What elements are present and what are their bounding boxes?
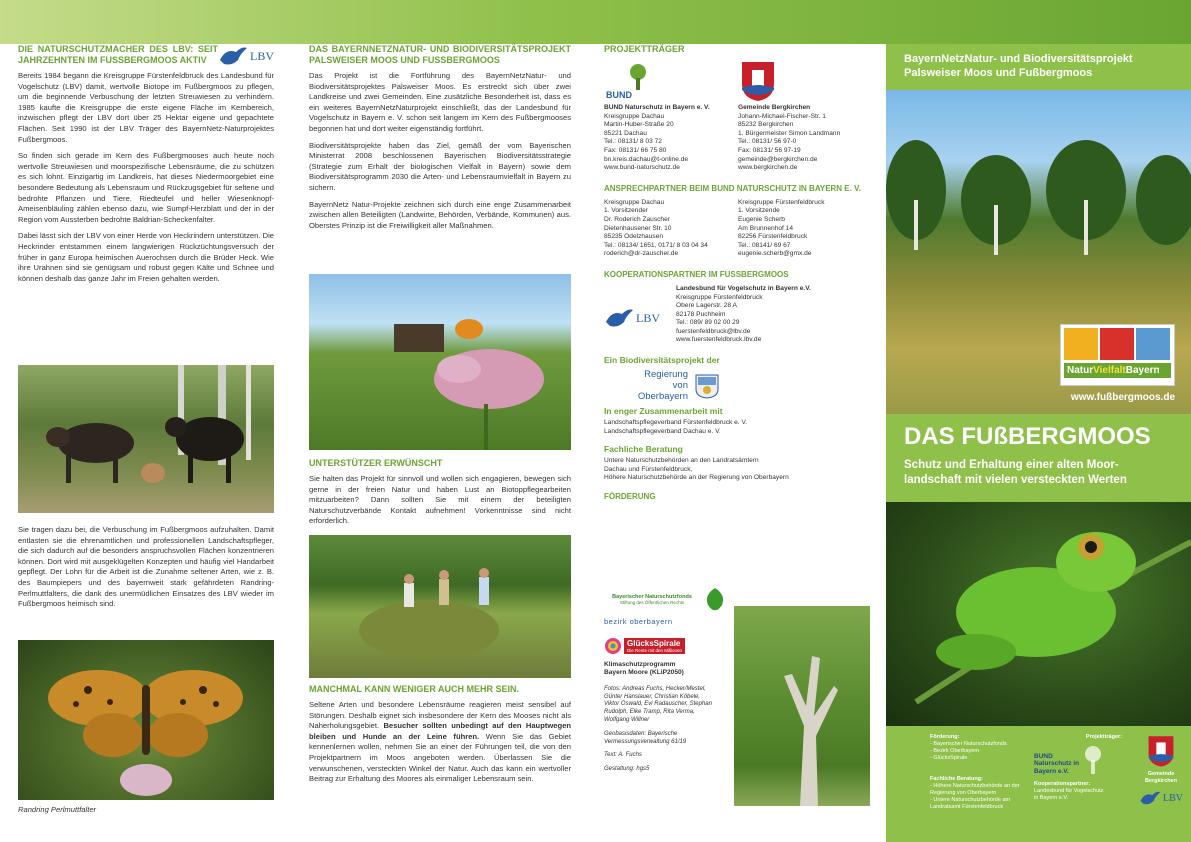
footer-fach-line-2: Regierung von Oberbayern xyxy=(930,790,997,796)
footer-fach-line-4: Landratsamt Fürstenfeldbruck xyxy=(930,804,1004,810)
gluecksspirale-name: GlücksSpirale xyxy=(627,638,681,648)
footer-bund-text: BUND Naturschutz in Bayern e.V. xyxy=(1034,752,1080,775)
contact-ffb-line-5: 82256 Fürstenfeldbruck xyxy=(738,233,808,241)
gemeinde-line-3: 1. Bürgermeister Simon Landmann xyxy=(738,129,841,137)
cover-header-line-1: BayernNetzNatur- und Biodiversitätsprojekt xyxy=(904,53,1133,65)
fach-heading: Fachliche Beratung xyxy=(604,444,683,455)
enger-line-1: Landschaftspflegeverband Fürstenfeldbruck e. V. xyxy=(604,419,748,427)
bund-line-6: bn.kreis.dachau@t-online.de xyxy=(604,155,689,163)
design-credit: Gestaltung: hgs5 xyxy=(604,766,650,773)
footer-gemeinde-text: Gemeinde Bergkirchen xyxy=(1144,771,1178,784)
regierung-logo-text: Regierung von Oberbayern xyxy=(637,369,688,403)
tree-icon xyxy=(604,60,664,104)
footer-fach-line-3: - Untere Naturschutzbehörde am xyxy=(930,797,1011,803)
contact-dachau-line-2: 1. Vorsitzender xyxy=(604,207,648,215)
fach-line-1: Untere Naturschutzbehörden an den Landratsämtern xyxy=(604,457,759,465)
foerderung-heading: FÖRDERUNG xyxy=(604,492,656,502)
naturfonds-sub: Stiftung des Öffentlichen Rechts xyxy=(619,599,685,605)
contact-dachau xyxy=(604,199,730,259)
bund-logo xyxy=(604,60,730,104)
footer-koop-line-2: in Bayern e.V. xyxy=(1034,795,1069,801)
regierung-logo xyxy=(628,369,866,402)
contact-ffb-line-1: Kreisgruppe Fürstenfeldbruck xyxy=(738,198,825,206)
svg-text:BUND: BUND xyxy=(606,90,632,100)
crest-icon xyxy=(1147,734,1175,768)
credits-line-4: Rudolph, Elke Tramp, Rita Verma, xyxy=(604,709,695,716)
bund-block xyxy=(604,60,730,173)
koop-lbv-line-4: Tel.: 089/ 89 02 00 29 xyxy=(676,319,740,327)
meadow-flowers-photo xyxy=(309,274,571,450)
project-paragraph-2: Biodiversitätsprojekte haben das Ziel, gemäß der vom Bayerischen Ministerrat 2008 beschlossenen Bayerischen Biodiversitätsstrategie (Strategie zum Erhalt der biologischen Vielfalt in Bayern) sowie dem Biodiversitätsprogramm 2030 die Arten- und Lebensraumvielfalt in Bayern zu sichern. xyxy=(309,140,571,192)
biodiv-heading: Ein Biodiversitätsprojekt der xyxy=(604,355,720,366)
bird-icon xyxy=(218,44,248,68)
bund-line-4: Tel.: 08131/ 8 03 72 xyxy=(604,138,662,146)
project-paragraph-3: BayernNetz Natur-Projekte zeichnen sich durch eine enge Zusammenarbeit zwischen allen Beteiligten (Landwirte, Behörden, Verbände, Kommunen) aus. Oberstes Prinzip ist die Freiwilligkeit aller Maßnahmen. xyxy=(309,199,571,230)
website-url[interactable]: www.fußbergmoos.de xyxy=(1070,392,1175,403)
gluecksspirale-logo xyxy=(604,637,732,655)
column-lbv-continued xyxy=(18,525,274,616)
dragonfly-icon xyxy=(1100,328,1134,360)
klima-line-2: Bayern Moore (KLiP2050) xyxy=(604,669,684,677)
cover-footer xyxy=(886,726,1191,842)
naturvielfalt-icons xyxy=(1061,325,1174,363)
koop-lbv-name: Landesbund für Vogelschutz in Bayern e.V. xyxy=(676,284,811,292)
lbv-heading: DIE NATURSCHUTZMACHER DES LBV: SEIT JAHRZEHNTEN IM FUSSBERGMOOS AKTIV xyxy=(18,44,218,65)
footer-bund-logo xyxy=(1034,745,1122,775)
naturvielfalt-word-1: Natur xyxy=(1067,365,1094,376)
geo-line-2: Vermessungsverwaltung 61/19 xyxy=(604,738,687,745)
foerderung-logos xyxy=(604,586,732,774)
naturfonds-name: Bayerischer Naturschutzfonds xyxy=(612,593,692,600)
less-is-more-text-bold: Besucher sollten unbedingt auf den Hauptwegen bleiben und Hunde an der Leine führen. xyxy=(309,721,571,741)
column-support xyxy=(309,458,571,533)
column-partners xyxy=(604,44,866,507)
lbv-paragraph-2: So finden sich gerade im Kern des Fußbergmooses auch heute noch wertvolle Streuwiesen und moorspezifische Lebensräume, die zu schützen es sich lohnt. Einzigartig im Landkreis, hat dieses Niedermoorgebiet eine besondere Bedeutung als Lebensraum und Rückzugsgebiet für seltene und bedrohte Pflanzen und Tiere. Riedteufel und heller Wiesenknopf-Ameisenbläuling zählen ebenso dazu, wie Sumpf-Herzblatt und der in der Region vom Aussterben bedrohte Baldrian-Scheckenfalter. xyxy=(18,151,274,224)
contact-dachau-line-7: roderich@dr-zauscher.de xyxy=(604,250,679,258)
contact-ffb-line-4: Am Brunnenhof 14 xyxy=(738,224,794,232)
contact-dachau-line-3: Dr. Roderich Zauscher xyxy=(604,215,670,223)
gemeinde-line-7: www.bergkirchen.de xyxy=(738,164,798,172)
column-lbv xyxy=(18,44,274,290)
traeger-heading: PROJEKTTRÄGER xyxy=(604,44,685,54)
less-is-more-heading: MANCHMAL KANN WENIGER AUCH MEHR SEIN. xyxy=(309,684,519,694)
tree-frog-photo xyxy=(886,502,1191,726)
tree-icon xyxy=(1082,745,1104,775)
photo-credits xyxy=(604,686,732,774)
contact-ffb-line-7: eugenie.scherb@gmx.de xyxy=(738,250,812,258)
bezirk-logo: bezirk oberbayern xyxy=(604,617,673,626)
bund-line-1: Kreisgruppe Dachau xyxy=(604,112,665,120)
cover-title: DAS FUßBERGMOOS xyxy=(904,423,1151,450)
butterfly-photo xyxy=(18,640,274,800)
project-heading: DAS BAYERNNETZNATUR- UND BIODIVERSITÄTSPROJEKT PALSWEISER MOOS UND FUSSBERGMOOS xyxy=(309,44,571,65)
cover-header xyxy=(886,44,1191,90)
credits-line-3: Viktor Oswald, Evi Radauscher, Stephan xyxy=(604,701,712,708)
less-is-more-paragraph xyxy=(309,700,571,785)
contact-dachau-line-5: 85235 Odelzhausen xyxy=(604,233,664,241)
gemeinde-line-2: 85232 Bergkirchen xyxy=(738,121,794,129)
text-credit: Text: A. Fuchs xyxy=(604,752,642,759)
naturvielfalt-word-3: Bayern xyxy=(1125,365,1160,376)
naturvielfalt-logo xyxy=(1060,324,1175,386)
gemeinde-line-4: Tel.: 08131/ 56 97-0 xyxy=(738,138,797,146)
less-is-more-text-c: Wenn Sie das Gebiet kennenlernen wollen, nehmen Sie an einer der Führungen teil, die von den Projektpartnern im Moos angeboten werden. Überlassen Sie die verwunschenen, versteckten Winkel der Natur. Auch das kann ein wertvoller Beitrag zur Erhaltung des Moores als einmaliger Lebensraum sein. xyxy=(309,731,571,784)
contact-ffb xyxy=(738,199,866,259)
contact-ffb-line-3: Eugenie Scherb xyxy=(738,215,785,223)
gemeinde-line-6: gemeinde@bergkirchen.de xyxy=(738,155,818,163)
gemeinde-line-5: Fax: 08131/ 56 97-19 xyxy=(738,146,801,154)
lbv-logo-text: LBV xyxy=(250,48,274,63)
credits-line-5: Wolfgang Willner xyxy=(604,716,650,723)
support-paragraph: Sie halten das Projekt für sinnvoll und wollen sich engagieren, bewegen sich gerne in der freien Natur und haben Lust an Biotoppflegearbeiten mitzuarbeiten? Dann sollten Sie mit einem der beteiligten Naturschutzverbände Kontakt aufnehmen! Vorkenntnisse sind nicht erforderlich. xyxy=(309,474,571,526)
footer-foerderung-heading: Förderung: xyxy=(930,734,960,740)
cover-panel xyxy=(886,44,1191,842)
geo-line-1: Geobasisdaten: Bayerische xyxy=(604,730,678,737)
bund-line-7: www.bund-naturschutz.de xyxy=(604,164,680,172)
footer-foerderung-line-2: - Bezirk Oberbayern xyxy=(930,748,980,754)
column-less-is-more xyxy=(309,684,571,791)
support-heading: UNTERSTÜTZER ERWÜNSCHT xyxy=(309,458,443,468)
enger-heading: In enger Zusammenarbeit mit xyxy=(604,406,723,417)
credits-line-1: Fotos: Andreas Fuchs, Hecker/Mestel, xyxy=(604,685,706,692)
gemeinde-name: Gemeinde Bergkirchen xyxy=(738,104,811,111)
lbv-logo xyxy=(218,44,274,68)
footer-lbv-logo xyxy=(1136,789,1186,807)
footer-gemeinde xyxy=(1136,734,1186,807)
gemeinde-crest xyxy=(738,60,866,104)
naturfonds-logo xyxy=(604,586,732,612)
fach-line-3: Höhere Naturschutzbehörde an der Regierung von Oberbayern xyxy=(604,474,789,482)
contact-dachau-line-1: Kreisgruppe Dachau xyxy=(604,198,665,206)
footer-foerderung xyxy=(930,734,1020,811)
koop-lbv-line-1: Kreisgruppe Fürstenfeldbruck xyxy=(676,293,763,301)
footer-foerderung-line-3: - GlücksSpirale xyxy=(930,755,968,761)
footer-koop-heading: Kooperationspartner: xyxy=(1034,781,1091,787)
footer-fach-heading: Fachliche Beratung: xyxy=(930,776,983,782)
footer-lbv-text: LBV xyxy=(1163,792,1183,804)
lbv-paragraph-1: Bereits 1984 begann die Kreisgruppe Fürstenfeldbruck des Landesbund für Vogelschutz (LBV) damit, wertvolle Biotope im Fußbergmoos zu pflegen, um die beginnende Verbuschung der letzten Streuwiesen zu verhindern. 1985 kaufte die Kreisgruppe die erste eigene Fläche im Kernbereich, inzwischen pflegt der LBV dort über 25 Hektar eigene und gepachtete Flächen. Seit 1990 ist der LBV Träger des BayernNetz-Naturprojektes Fußbergmoos. xyxy=(18,71,274,144)
bund-line-5: Fax: 08131/ 66 75 80 xyxy=(604,146,667,154)
contact-ffb-line-6: Tel.: 08141/ 69 67 xyxy=(738,241,791,249)
cover-header-line-2: Palsweiser Moos und Fußbergmoos xyxy=(904,67,1093,79)
leaf-icon xyxy=(704,587,726,611)
gluecksspirale-sub: Die Rente mit den Millionen xyxy=(627,647,683,653)
bund-line-2: Martin-Huber-Straße 20 xyxy=(604,121,674,129)
footer-traeger-heading: Projektträger: xyxy=(1085,734,1122,740)
koop-lbv-logo-text: LBV xyxy=(636,310,660,325)
clover-icon xyxy=(1064,328,1098,360)
project-paragraph-1: Das Projekt ist die Fortführung des BayernNetzNatur- und Biodiversitätsprojektes Palsweiser Moos. Es erstreckt sich über zwei Landkreise und zwei Gemeinden. Eine zusätzliche Besonderheit ist, dass es ein weiteres BayernNetzNaturprojekt einschließt, das der Landesbund für Vogelschutz in Bayern e. V. schon seit langem im Kern des Fußbergmooses begonnen hat und dort weiter eigenständig fortführt. xyxy=(309,71,571,133)
naturvielfalt-wordmark xyxy=(1064,363,1171,378)
contact-dachau-line-4: Dietenhausener Str. 10 xyxy=(604,224,672,232)
naturvielfalt-word-2: Vielfalt xyxy=(1093,365,1126,376)
gemeinde-line-1: Johann-Michael-Fischer-Str. 1 xyxy=(738,112,826,120)
koop-heading: KOOPERATIONSPARTNER IM FUSSBERGMOOS xyxy=(604,269,789,279)
koop-lbv-address xyxy=(676,285,811,345)
koop-lbv-line-2: Obere Lagerstr. 28 A xyxy=(676,302,737,310)
gemeinde-block xyxy=(738,60,866,173)
fach-line-2: Dachau und Fürstenfeldbruck, xyxy=(604,465,693,473)
bund-line-3: 85221 Dachau xyxy=(604,129,647,137)
lbv-paragraph-3: Dabei lässt sich der LBV von einer Herde von Heckrindern unterstützen. Die Heckrinder entstammen einem langwierigen Rückzüchtungsversuch der früher in ganz Europa heimischen Auerochsen durch die Brüder Heck. Wie ihre Urahnen sind sie genügsam und robust gegen Kälte und Schnee und können deshalb das ganze Jahr im Freien gehalten werden. xyxy=(18,231,274,283)
old-tree-photo xyxy=(734,606,870,806)
volunteers-photo xyxy=(309,535,571,678)
top-green-band xyxy=(0,0,1191,44)
crest-icon xyxy=(740,60,776,102)
klima-line-1: Klimaschutzprogramm xyxy=(604,660,676,668)
bund-name: BUND Naturschutz in Bayern e. V. xyxy=(604,104,710,111)
footer-fach-line-1: - Höhere Naturschutzbehörde an der xyxy=(930,783,1020,789)
cattle-photo xyxy=(18,365,274,513)
bird-icon xyxy=(1139,789,1161,807)
ansprech-heading: ANSPRECHPARTNER BEIM BUND NATURSCHUTZ IN BAYERN E. V. xyxy=(604,183,861,193)
cover-subtitle-2: landschaft mit vielen versteckten Werten xyxy=(904,474,1127,486)
enger-line-2: Landschaftspflegeverband Dachau e. V. xyxy=(604,427,721,435)
koop-lbv-line-6: www.fuerstenfeldbruck.lbv.de xyxy=(676,336,762,344)
column-project xyxy=(309,44,571,237)
contact-ffb-line-2: 1. Vorsitzende xyxy=(738,207,780,215)
less-is-more-text-a: Seltene Arten und besondere Lebensräume reagieren meist sensibel auf Störungen. Deshalb eignet sich insbesondere der Kern des Mooses nicht als Naherholungsgebiet. xyxy=(309,700,571,731)
footer-traeger xyxy=(1034,734,1122,802)
spiral-icon xyxy=(604,637,622,655)
koop-lbv-line-3: 82178 Puchheim xyxy=(676,310,726,318)
footer-koop-line-1: Landesbund für Vogelschutz xyxy=(1034,788,1104,794)
cover-subtitle-1: Schutz und Erhaltung einer alten Moor- xyxy=(904,459,1119,471)
contact-dachau-line-6: Tel.: 08134/ 1651, 0171/ 8 03 04 34 xyxy=(604,241,708,249)
koop-lbv-logo xyxy=(604,285,668,345)
mountain-icon xyxy=(1136,328,1170,360)
bird-icon xyxy=(604,306,634,330)
credits-line-2: Günter Hanslauer, Christian Köbele, xyxy=(604,693,701,700)
footer-foerderung-line-1: - Bayerischer Naturschutzfonds xyxy=(930,741,1007,747)
koop-lbv-line-5: fuerstenfeldbruck@lbv.de xyxy=(676,327,751,335)
lbv-paragraph-4: Sie tragen dazu bei, die Verbuschung im Fußbergmoos aufzuhalten. Damit entlasten sie die ehrenamtlichen und professionellen Landschaftspfleger, die sich dadurch auf die besonders anspruchsvollen Flächen konzentrieren können. Dort wird mit ausgeklügelten Konzepten und häufig viel Handarbeit gepflegt. Der Lohn für die Arbeit ist die Zunahme seltener Arten, wie z. B. des Baumpiepers und des bayernweit stark gefährdeten Randring-Perlmuttfalters, die dank des unermüdlichen Einsatzes des LBV wieder im Fußbergmoos heimisch sind. xyxy=(18,525,274,609)
bavaria-crest-icon xyxy=(694,373,720,399)
butterfly-caption: Randring Perlmuttfalter xyxy=(18,805,97,814)
